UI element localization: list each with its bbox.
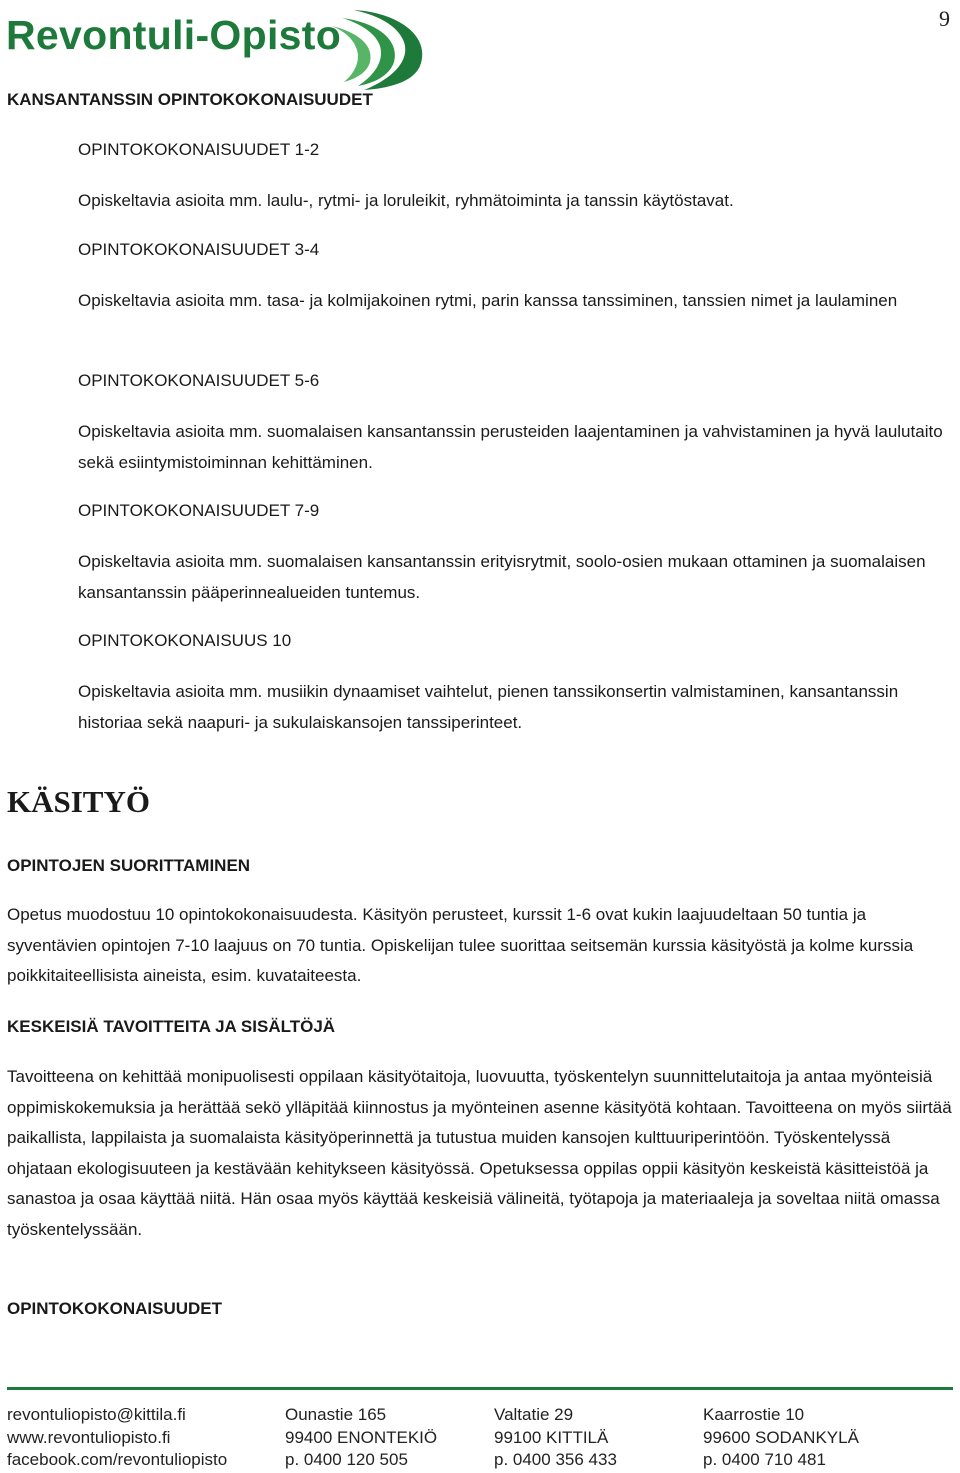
- email-link[interactable]: revontuliopisto@kittila.fi: [7, 1405, 186, 1424]
- footer-office-kittila: [494, 1404, 617, 1472]
- section-title-folk-dance: KANSANTANSSIN OPINTOKOKONAISUUDET: [7, 90, 373, 109]
- office-street: Ounastie 165: [285, 1405, 387, 1424]
- unit-description: Opiskeltavia asioita mm. tasa- ja kolmijakoinen rytmi, parin kanssa tanssiminen, tanssien nimet ja laulaminen: [78, 291, 898, 310]
- section-title-handicraft: KÄSITYÖ: [7, 784, 150, 819]
- goals-heading: KESKEISIÄ TAVOITTEITA JA SISÄLTÖJÄ: [7, 1017, 336, 1036]
- unit-heading: OPINTOKOKONAISUUS 10: [78, 631, 292, 650]
- goals-text: Tavoitteena on kehittää monipuolisesti oppilaan käsityötaitoja, luovuutta, työskentelyn suunnittelutaitoja ja antaa myönteisiä oppimiskokemuksia ja herättää sekö ylläpitää kiinnostus ja myönteinen asenne käsityötä kohtaan. Tavoitteena on myös siirtää paikallista, lappilaista ja suomalaista käsityöperinnettä ja tutustua muiden kansojen kulttuuriperintöön. Työskentelyssä ohjataan ekologisuuteen ja kestävään kehitykseen käsityössä. Opetuksessa oppilas oppii käsityön keskeistä käsitteistöä ja sanastoa ja osaa käyttää niitä. Hän osaa myös käyttää keskeisiä välineitä, työtapoja ja materiaaleja ja soveltaa niitä omassa työskentelyssään.: [7, 1067, 952, 1239]
- office-city: 99600 SODANKYLÄ: [703, 1427, 859, 1447]
- unit-heading: OPINTOKOKONAISUUDET 1-2: [78, 140, 320, 159]
- aurora-swoosh-icon: [324, 4, 436, 92]
- unit-heading: OPINTOKOKONAISUUDET 7-9: [78, 501, 320, 520]
- office-phone: p. 0400 710 481: [703, 1450, 826, 1469]
- footer-office-sodankyla: [703, 1404, 859, 1472]
- footer-contact: [7, 1404, 227, 1472]
- unit-description: Opiskeltavia asioita mm. suomalaisen kansantanssin perusteiden laajentaminen ja vahvistaminen ja hyvä laulutaito sekä esiintymistoiminnan kehittäminen.: [78, 422, 943, 472]
- office-street: Valtatie 29: [494, 1405, 574, 1424]
- unit-description: Opiskeltavia asioita mm. laulu-, rytmi- ja loruleikit, ryhmätoiminta ja tanssin käytöstavat.: [78, 191, 734, 210]
- unit-description: Opiskeltavia asioita mm. suomalaisen kansantanssin erityisrytmit, soolo-osien mukaan ottaminen ja suomalaisen kansantanssin pääperinnealueiden tuntemus.: [78, 552, 926, 602]
- office-street: Kaarrostie 10: [703, 1405, 805, 1424]
- website-link[interactable]: www.revontuliopisto.fi: [7, 1427, 171, 1447]
- page-number: 9: [939, 6, 950, 31]
- office-city: 99400 ENONTEKIÖ: [285, 1427, 438, 1447]
- units-heading: OPINTOKOKONAISUUDET: [7, 1299, 223, 1318]
- facebook-link[interactable]: facebook.com/revontuliopisto: [7, 1450, 228, 1469]
- footer-divider: [7, 1387, 953, 1390]
- completion-text: Opetus muodostuu 10 opintokokonaisuudesta. Käsityön perusteet, kurssit 1-6 ovat kukin laajuudeltaan 50 tuntia ja syventävien opintojen 7-10 laajuus on 70 tuntia. Opiskelijan tulee suorittaa seitsemän kurssia käsityöstä ja kolme kurssia poikkitaiteellisista aineista, esim. kuvataiteesta.: [7, 905, 914, 985]
- office-phone: p. 0400 356 433: [494, 1450, 617, 1469]
- office-city: 99100 KITTILÄ: [494, 1427, 609, 1447]
- completion-heading: OPINTOJEN SUORITTAMINEN: [7, 856, 251, 875]
- office-phone: p. 0400 120 505: [285, 1450, 408, 1469]
- logo: [6, 4, 436, 94]
- unit-heading: OPINTOKOKONAISUUDET 3-4: [78, 240, 320, 259]
- unit-heading: OPINTOKOKONAISUUDET 5-6: [78, 371, 320, 390]
- footer-office-enontekio: [285, 1404, 437, 1472]
- logo-text: Revontuli-Opisto: [6, 12, 342, 58]
- unit-description: Opiskeltavia asioita mm. musiikin dynaamiset vaihtelut, pienen tanssikonsertin valmistaminen, kansantanssin historiaa sekä naapuri- ja sukulaiskansojen tanssiperinteet.: [78, 682, 899, 732]
